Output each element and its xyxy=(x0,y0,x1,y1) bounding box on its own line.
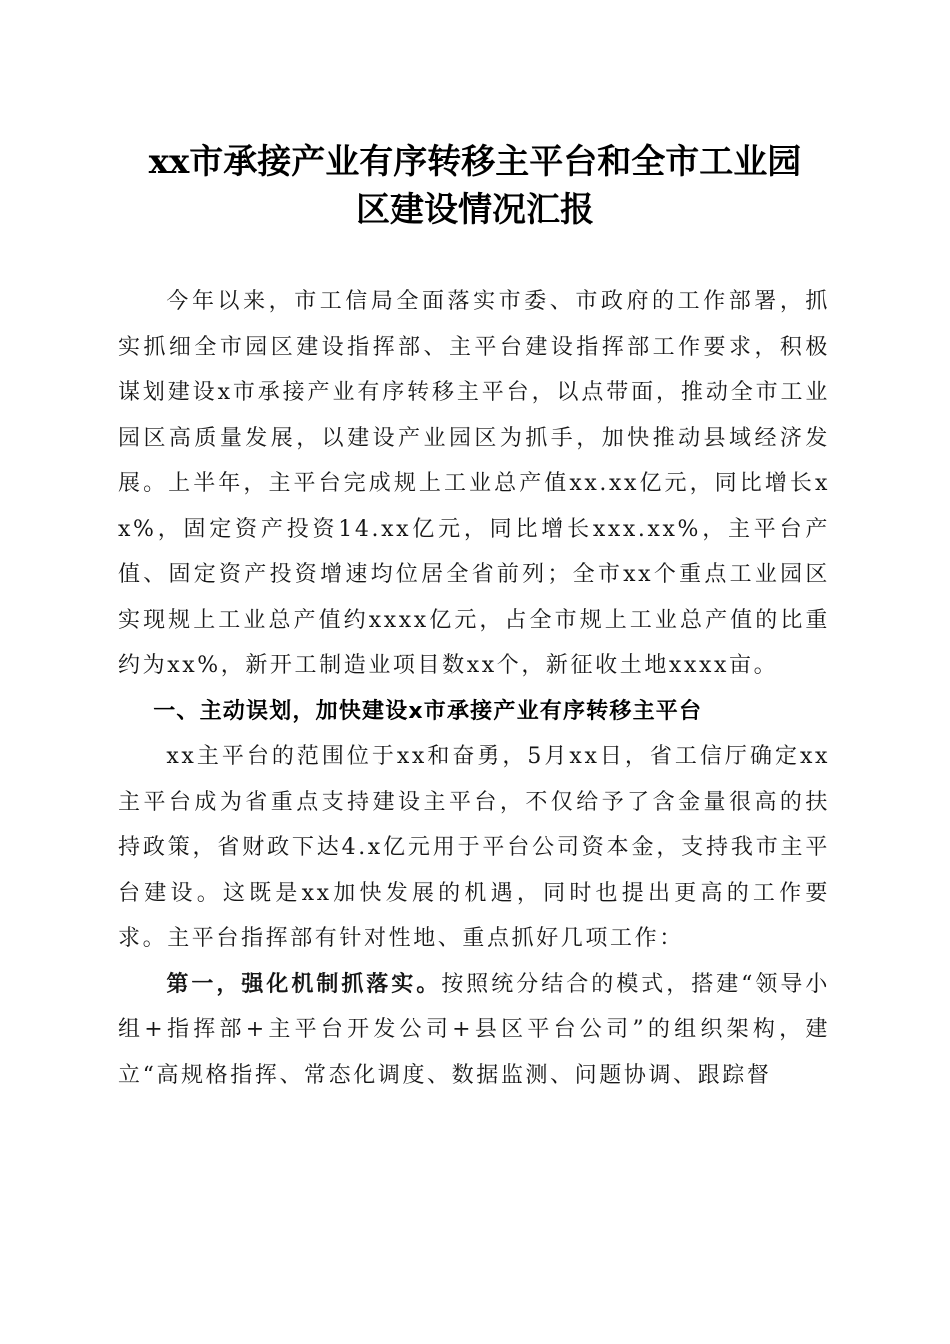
title-line-2: 区建设情况汇报 xyxy=(356,190,594,230)
section-1-heading: 一、主动误划，加快建设x市承接产业有序转移主平台 xyxy=(153,698,703,724)
title-line-1: xx市承接产业有序转移主平台和全市工业园 xyxy=(148,142,802,182)
point-1-lead: 第一，强化机制抓落实。 xyxy=(166,970,442,997)
section-1-paragraph: xx主平台的范围位于xx和奋勇，5月xx日，省工信厅确定xx主平台成为省重点支持建设主平台，不仅给予了含金量很高的扶持政策，省财政下达4.x亿元用于平台公司资本金，支持我市主平台建设。这既是xx加快发展的机遇，同时也提出更高的工作要求。主平台指挥部有针对性地、重点抓好几项工作： xyxy=(118,744,830,951)
document-title xyxy=(100,138,850,234)
point-1-text: 按照统分结合的模式，搭建“领导小组+指挥部+主平台开发公司+县区平台公司”的组织架构，建立“高规格指挥、常态化调度、数据监测、问题协调、跟踪督 xyxy=(118,971,830,1088)
document-body xyxy=(118,279,830,1098)
intro-paragraph: 今年以来，市工信局全面落实市委、市政府的工作部署，抓实抓细全市园区建设指挥部、主平台建设指挥部工作要求，积极谋划建设x市承接产业有序转移主平台，以点带面，推动全市工业园区高质量发展，以建设产业园区为抓手，加快推动县域经济发展。上半年，主平台完成规上工业总产值xx.xx亿元，同比增长xx%，固定资产投资14.xx亿元，同比增长xxx.xx%，主平台产值、固定资产投资增速均位居全省前列；全市xx个重点工业园区实现规上工业总产值约xxxx亿元，占全市规上工业总产值的比重约为xx%，新开工制造业项目数xx个，新征收土地xxxx亩。 xyxy=(118,289,830,678)
point-1-paragraph xyxy=(118,962,830,1099)
